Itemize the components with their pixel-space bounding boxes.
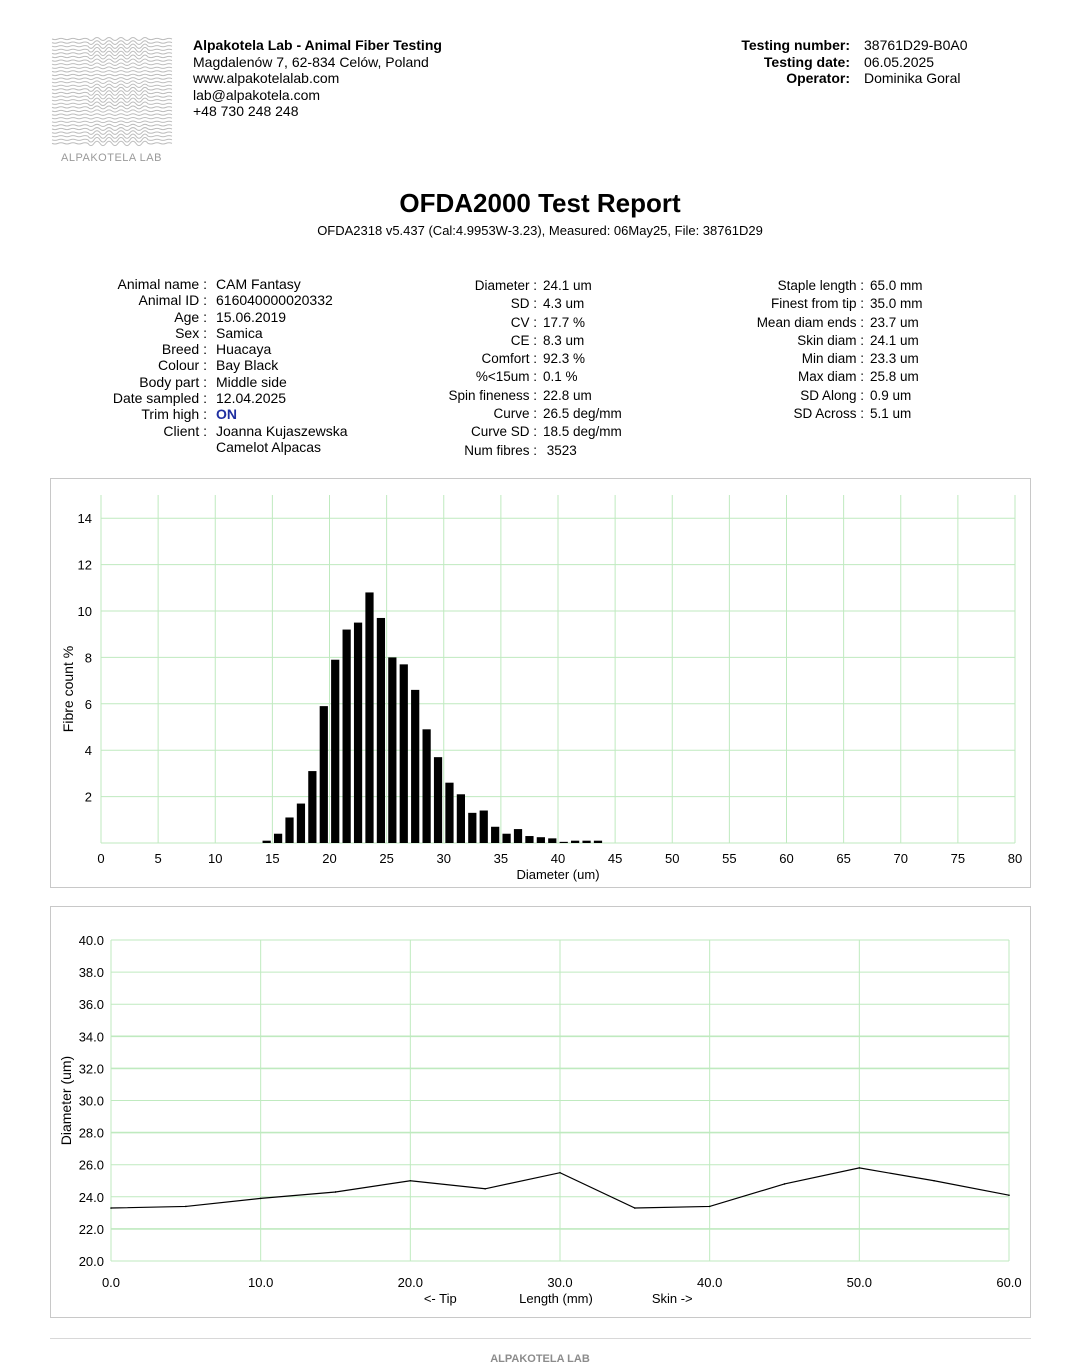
animal-value: Bay Black xyxy=(216,357,279,374)
histogram-bar xyxy=(320,706,328,843)
report-subtitle: OFDA2318 v5.437 (Cal:4.9953W-3.23), Measured: 06May25, File: 38761D29 xyxy=(317,223,763,238)
x-tick-label: 65 xyxy=(836,851,851,866)
histogram-bar xyxy=(571,841,579,843)
logo-wave-line xyxy=(52,131,172,135)
x-tick-label: 20 xyxy=(322,851,337,866)
profile-point xyxy=(260,1198,262,1200)
x-tick-label: 20.0 xyxy=(397,1275,423,1290)
y-tick-label: 12 xyxy=(77,557,92,573)
y-tick-label: 14 xyxy=(77,511,92,527)
y-tick-label: 24.0 xyxy=(78,1189,104,1205)
stat-label: Curve : xyxy=(493,406,537,422)
logo-wave-line xyxy=(52,98,172,102)
x-tick-label: 25 xyxy=(379,851,394,866)
staple-row xyxy=(700,314,923,332)
stat-value: 18.5 deg/mm xyxy=(543,424,622,440)
stat-value: 92.3 % xyxy=(543,351,586,367)
staple-value: 23.7 um xyxy=(870,314,919,330)
staple-label: Max diam : xyxy=(797,369,864,385)
histogram-bar xyxy=(594,841,602,843)
animal-value: Joanna Kujaszewska xyxy=(216,422,348,439)
trim-high-value: ON xyxy=(216,406,237,423)
stat-value: 26.5 deg/mm xyxy=(543,406,622,422)
histogram-bar xyxy=(343,630,351,843)
stat-row xyxy=(380,314,622,332)
animal-value: 15.06.2019 xyxy=(216,308,287,325)
staple-value: 23.3 um xyxy=(870,351,919,367)
profile-point xyxy=(185,1206,187,1208)
stat-value: 4.3 um xyxy=(543,296,585,312)
x-tick-label: 55 xyxy=(722,851,737,866)
y-tick-label: 4 xyxy=(84,743,92,759)
stat-value: 24.1 um xyxy=(543,278,592,293)
animal-value: 616040000020332 xyxy=(216,292,333,309)
lab-info xyxy=(193,37,442,120)
histogram-bar xyxy=(445,783,453,843)
logo-wave-line xyxy=(52,71,172,73)
histogram-bar xyxy=(354,623,362,843)
histogram-bar xyxy=(377,618,385,843)
histogram-bar xyxy=(434,757,442,843)
histogram-bar xyxy=(297,804,305,843)
histogram-bar xyxy=(400,664,408,843)
test-info xyxy=(700,37,968,87)
histogram-bar xyxy=(365,592,373,843)
logo-wave-line xyxy=(52,124,172,126)
x-tick-label: 80 xyxy=(1007,851,1023,866)
diameter-stats xyxy=(380,277,622,460)
x-axis-label: Diameter (um) xyxy=(516,867,600,882)
x-axis-label: Length (mm) xyxy=(519,1291,593,1306)
profile-point xyxy=(933,1180,935,1182)
logo-wave-line xyxy=(52,141,172,145)
profile-point xyxy=(559,1172,561,1174)
x-tick-label: 10.0 xyxy=(248,1275,274,1290)
logo-wave-line xyxy=(52,51,172,55)
histogram-bar xyxy=(548,838,556,843)
footer-divider xyxy=(50,1338,1031,1339)
staple-row xyxy=(700,387,923,405)
diameter-histogram xyxy=(51,479,1030,887)
y-tick-label: 20.0 xyxy=(78,1254,104,1269)
x-tick-label: 15 xyxy=(265,851,280,866)
animal-row xyxy=(80,309,348,325)
x-tick-label: 45 xyxy=(607,851,623,866)
animal-label: Sex : xyxy=(175,324,207,341)
logo-wave-line xyxy=(52,121,172,123)
logo-wave-line xyxy=(52,117,172,119)
tip-label: <- Tip xyxy=(423,1291,457,1306)
logo-wave-line xyxy=(52,38,172,41)
logo-wave-line xyxy=(52,87,172,91)
staple-row xyxy=(700,295,923,313)
lab-email[interactable]: lab@alpakotela.com xyxy=(193,86,321,103)
staple-row xyxy=(700,277,923,295)
animal-label: Body part : xyxy=(139,373,207,390)
lab-website[interactable]: www.alpakotelalab.com xyxy=(193,70,340,86)
testing-number: 38761D29-B0A0 xyxy=(864,37,968,53)
staple-label: SD Across : xyxy=(793,406,864,422)
histogram-bar xyxy=(274,834,282,843)
y-tick-label: 34.0 xyxy=(78,1029,104,1045)
staple-value: 24.1 um xyxy=(870,332,919,348)
stat-row xyxy=(380,277,622,295)
x-tick-label: 30.0 xyxy=(547,1275,573,1290)
animal-value: Middle side xyxy=(216,373,287,390)
histogram-bar xyxy=(514,829,522,843)
stat-value: 22.8 um xyxy=(543,387,592,403)
y-tick-label: 26.0 xyxy=(78,1157,104,1173)
x-tick-label: 40 xyxy=(550,851,566,866)
animal-label: Animal ID : xyxy=(138,292,207,309)
histogram-bar xyxy=(263,841,271,843)
logo-wave-line xyxy=(52,134,172,138)
testing-date: 06.05.2025 xyxy=(864,53,935,70)
profile-point xyxy=(110,1207,112,1209)
animal-row xyxy=(80,341,348,357)
y-tick-label: 10 xyxy=(77,604,92,619)
x-tick-label: 30 xyxy=(436,851,451,866)
logo-wave-line xyxy=(52,110,172,112)
logo-wave-line xyxy=(52,81,172,84)
staple-label: Mean diam ends : xyxy=(756,314,864,330)
y-tick-label: 6 xyxy=(84,696,92,712)
stat-value: 8.3 um xyxy=(543,332,585,348)
histogram-frame xyxy=(50,478,1031,888)
histogram-bar xyxy=(285,817,293,843)
logo-wave-line xyxy=(52,114,172,116)
logo-wave-line xyxy=(52,44,172,48)
staple-value: 0.9 um xyxy=(870,387,912,403)
animal-row xyxy=(80,276,348,292)
stat-row xyxy=(380,295,622,313)
histogram-bar xyxy=(331,660,339,843)
x-tick-label: 50.0 xyxy=(846,1275,872,1290)
animal-row xyxy=(80,439,348,455)
profile-point xyxy=(335,1191,337,1193)
operator-label: Operator: xyxy=(786,70,850,86)
animal-label: Animal name : xyxy=(117,276,207,292)
logo-wave-line xyxy=(52,41,172,45)
stat-label: CE : xyxy=(510,332,537,348)
x-tick-label: 0.0 xyxy=(101,1275,121,1290)
stat-value: 17.7 % xyxy=(543,314,586,330)
staple-row xyxy=(700,405,923,423)
staple-value: 35.0 mm xyxy=(870,296,923,312)
lab-name: Alpakotela Lab - Animal Fiber Testing xyxy=(193,37,442,53)
logo-text: ALPAKOTELA LAB xyxy=(61,152,162,164)
y-tick-label: 30.0 xyxy=(78,1093,104,1109)
animal-row xyxy=(80,325,348,341)
histogram-bar xyxy=(525,836,533,843)
animal-label: Age : xyxy=(174,308,207,325)
animal-row xyxy=(80,374,348,390)
animal-value: Camelot Alpacas xyxy=(216,438,322,455)
lab-phone: +48 730 248 248 xyxy=(193,103,299,119)
logo-wave-line xyxy=(52,138,172,142)
animal-value: Samica xyxy=(216,324,263,341)
animal-value: Huacaya xyxy=(216,341,272,358)
x-tick-label: 5 xyxy=(154,851,162,866)
y-tick-label: 8 xyxy=(84,650,92,666)
logo-wave-line xyxy=(52,106,172,109)
staple-value: 25.8 um xyxy=(870,369,919,385)
x-tick-label: 60 xyxy=(779,851,794,866)
animal-label: Client : xyxy=(163,422,207,439)
profile-point xyxy=(784,1183,786,1185)
x-tick-label: 60.0 xyxy=(996,1275,1022,1290)
logo-wave-line xyxy=(52,74,172,76)
stat-row xyxy=(380,423,622,441)
histogram-bar xyxy=(411,690,419,843)
x-tick-label: 75 xyxy=(950,851,966,866)
staple-label: Skin diam : xyxy=(797,332,864,348)
staple-label: Finest from tip : xyxy=(770,296,864,312)
y-tick-label: 32.0 xyxy=(78,1061,104,1077)
alpakotela-logo-icon xyxy=(50,35,173,150)
animal-value: CAM Fantasy xyxy=(216,276,301,292)
staple-row xyxy=(700,332,923,350)
logo-wave-line xyxy=(52,59,172,62)
y-axis-label: Fibre count % xyxy=(60,645,76,733)
profile-point xyxy=(410,1180,412,1182)
profile-point xyxy=(634,1207,636,1209)
logo-wave-line xyxy=(52,63,172,65)
footer-text: ALPAKOTELA LAB xyxy=(490,1353,590,1365)
histogram-bar xyxy=(480,811,488,843)
animal-info xyxy=(80,276,348,455)
operator: Dominika Goral xyxy=(864,70,961,86)
stat-label: %<15um : xyxy=(475,369,537,385)
logo-wave-line xyxy=(52,78,172,80)
stat-row xyxy=(380,405,622,423)
stat-row xyxy=(380,332,622,350)
staple-label: Min diam : xyxy=(801,351,864,367)
stat-label: Comfort : xyxy=(481,351,537,367)
profile-point xyxy=(484,1188,486,1190)
y-tick-label: 2 xyxy=(84,789,92,805)
histogram-bar xyxy=(468,813,476,843)
y-tick-label: 28.0 xyxy=(78,1125,104,1141)
logo-wave-line xyxy=(52,94,172,98)
logo-wave-line xyxy=(52,84,172,87)
stat-row xyxy=(380,350,622,368)
animal-row xyxy=(80,423,348,439)
stat-label: Spin fineness : xyxy=(448,387,537,403)
animal-label: Breed : xyxy=(161,341,207,358)
staple-label: Staple length : xyxy=(777,278,864,293)
diameter-profile-chart xyxy=(51,907,1030,1317)
y-tick-label: 22.0 xyxy=(78,1221,104,1237)
stat-value: 3523 xyxy=(543,442,577,458)
x-tick-label: 35 xyxy=(493,851,509,866)
stat-label: Num fibres : xyxy=(464,442,537,458)
animal-label: Date sampled : xyxy=(112,390,207,407)
animal-label: Colour : xyxy=(157,357,207,374)
staple-stats xyxy=(700,277,923,423)
stat-label: Curve SD : xyxy=(470,424,537,440)
animal-row xyxy=(80,390,348,406)
stat-label: SD : xyxy=(510,296,537,312)
animal-row xyxy=(80,292,348,308)
animal-label: Trim high : xyxy=(141,406,207,423)
logo-wave-line xyxy=(52,91,172,95)
stat-row xyxy=(380,442,622,460)
staple-row xyxy=(700,350,923,368)
lab-address: Magdalenów 7, 62-834 Celów, Poland xyxy=(193,53,429,70)
profile-frame xyxy=(50,906,1031,1318)
x-tick-label: 10 xyxy=(208,851,223,866)
logo-wave-line xyxy=(52,67,172,69)
logo-wave-line xyxy=(52,102,172,106)
x-tick-label: 0 xyxy=(97,851,105,866)
animal-row xyxy=(80,406,348,422)
histogram-bar xyxy=(457,794,465,843)
histogram-bar xyxy=(491,827,499,843)
logo-wave-line xyxy=(52,48,172,52)
histogram-bar xyxy=(560,842,568,843)
stat-row xyxy=(380,368,622,386)
skin-label: Skin -> xyxy=(651,1291,693,1306)
testing-number-label: Testing number: xyxy=(741,37,850,53)
stat-row xyxy=(380,387,622,405)
x-tick-label: 40.0 xyxy=(697,1275,723,1290)
animal-label xyxy=(80,439,216,455)
animal-row xyxy=(80,357,348,373)
report-title: OFDA2000 Test Report xyxy=(399,188,681,218)
profile-point xyxy=(859,1167,861,1169)
histogram-bar xyxy=(582,841,590,843)
profile-point xyxy=(709,1206,711,1208)
histogram-bar xyxy=(502,834,510,843)
staple-value: 65.0 mm xyxy=(870,278,923,293)
y-tick-label: 38.0 xyxy=(78,965,104,981)
stat-label: CV : xyxy=(510,314,537,330)
profile-point xyxy=(1008,1194,1010,1196)
stat-value: 0.1 % xyxy=(543,369,578,385)
y-tick-label: 36.0 xyxy=(78,997,104,1013)
x-tick-label: 70 xyxy=(893,851,908,866)
staple-label: SD Along : xyxy=(800,387,864,403)
histogram-bar xyxy=(537,837,545,843)
logo-wave-line xyxy=(52,55,172,59)
logo-wave-line xyxy=(52,128,172,131)
staple-row xyxy=(700,368,923,386)
stat-label: Diameter : xyxy=(474,278,537,293)
histogram-bar xyxy=(388,657,396,843)
histogram-bar xyxy=(308,771,316,843)
testing-date-label: Testing date: xyxy=(763,53,850,70)
staple-value: 5.1 um xyxy=(870,406,912,422)
histogram-bar xyxy=(422,729,430,843)
x-tick-label: 50 xyxy=(665,851,680,866)
y-tick-label: 40.0 xyxy=(78,933,104,948)
animal-value: 12.04.2025 xyxy=(216,390,287,407)
y-axis-label: Diameter (um) xyxy=(58,1055,74,1146)
